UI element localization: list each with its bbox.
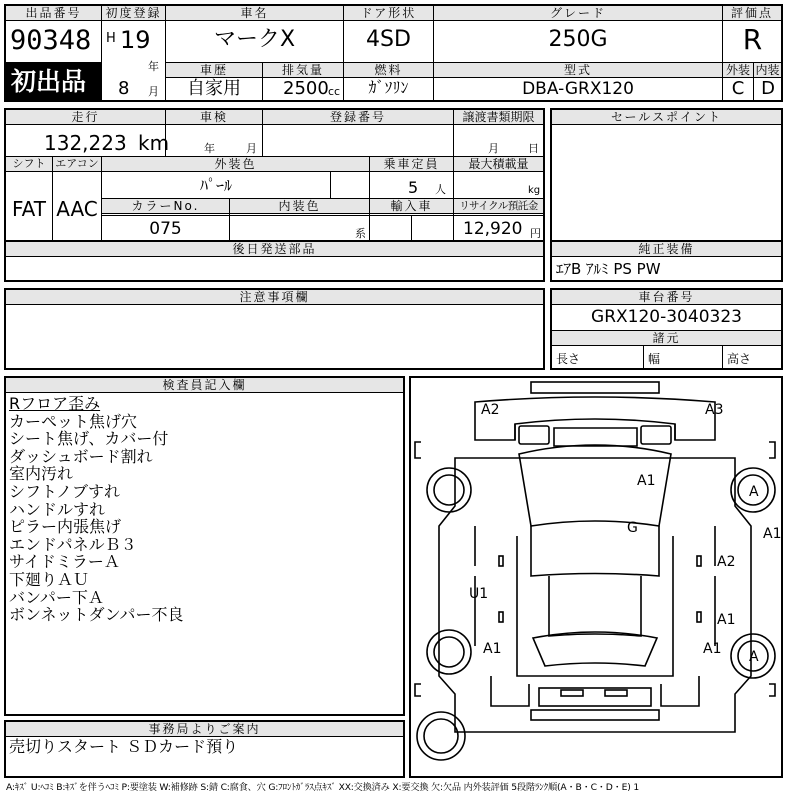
damage-mark: A <box>749 649 759 665</box>
km-unit: km <box>138 131 170 155</box>
fuel-label: 燃料 <box>344 63 433 78</box>
first-reg-era: H <box>106 31 116 46</box>
exterior-color-label: 外装色 <box>102 157 369 172</box>
chassis-number: GRX120-3040323 <box>591 307 742 327</box>
transfer-month-unit: 月 <box>488 142 499 155</box>
overall-score: R <box>742 23 763 56</box>
first-registration-label: 初度登録 <box>102 6 165 21</box>
score-label: 評価点 <box>723 6 781 21</box>
cc-unit: cc <box>328 85 341 98</box>
note-line: シフトノブすれ <box>9 481 121 501</box>
displacement: 2500 <box>283 78 329 99</box>
lot-number-label: 出品番号 <box>6 6 101 21</box>
note-line: Rフロア歪み <box>9 394 101 413</box>
later-parts-label: 後日発送部品 <box>6 242 543 257</box>
fuel: ｶﾞｿﾘﾝ <box>368 78 409 97</box>
model-label: 型式 <box>434 63 722 78</box>
exterior-color: ﾊﾟｰﾙ <box>199 176 232 195</box>
first-listing-badge-text: 初出品 <box>11 67 87 96</box>
interior-color-label: 内装色 <box>230 199 369 214</box>
history: 自家用 <box>187 78 241 99</box>
shift: FAT <box>11 197 46 221</box>
month-unit: 月 <box>148 85 159 98</box>
transfer-day-unit: 日 <box>528 142 539 155</box>
equipment: ｴｱB ｱﾙﾐ PS PW <box>556 260 661 278</box>
note-line: エンドパネルＢ３ <box>9 534 137 554</box>
width-label: 幅 <box>648 352 661 366</box>
note-line: カーペット焦げ穴 <box>9 411 138 431</box>
chassis-label: 車台番号 <box>552 290 781 305</box>
mileage-label: 走行 <box>6 110 165 125</box>
import-label: 輸入車 <box>370 199 453 214</box>
note-line: 下廻りＡＵ <box>9 569 90 589</box>
note-line: ダッシュボード割れ <box>9 446 153 466</box>
kg-unit: kg <box>528 185 541 196</box>
damage-mark: A <box>749 484 759 500</box>
dimensions-label: 諸元 <box>552 331 781 346</box>
displacement-label: 排気量 <box>263 63 343 78</box>
inspector-notes-label: 検査員記入欄 <box>6 378 403 393</box>
height-label: 高さ <box>727 352 752 366</box>
history-label: 車歴 <box>166 63 262 78</box>
color-number: 075 <box>149 219 182 239</box>
damage-mark: A2 <box>717 554 736 570</box>
damage-mark: A2 <box>481 402 500 418</box>
note-line: シート焦げ、カバー付 <box>9 429 169 449</box>
interior-grade: D <box>761 78 775 99</box>
model: DBA-GRX120 <box>522 79 634 99</box>
ext-label: 外装 <box>723 63 753 78</box>
damage-mark: A1 <box>483 641 502 657</box>
mileage: 132,223 <box>44 131 127 155</box>
shift-label: シフト <box>6 157 52 172</box>
equipment-label: 純正装備 <box>552 242 781 257</box>
grade: 250G <box>548 27 608 52</box>
inspector-notes <box>9 395 184 624</box>
damage-mark: A1 <box>703 641 722 657</box>
recycle-fee: 12,920 <box>463 219 523 239</box>
lot-number: 90348 <box>10 25 92 56</box>
capacity: 5 <box>408 178 419 197</box>
capacity-label: 乗車定員 <box>370 157 453 172</box>
sales-point-label: セールスポイント <box>552 110 781 125</box>
yen-unit: 円 <box>530 227 541 240</box>
note-line: ボンネットダンパー不良 <box>9 605 184 625</box>
exterior-grade: C <box>731 78 745 99</box>
inspection-month-unit: 月 <box>246 142 257 155</box>
interior-color-unit: 系 <box>355 227 366 240</box>
max-load-label: 最大積載量 <box>454 157 543 172</box>
damage-mark: A1 <box>637 473 656 489</box>
air-conditioner: AAC <box>56 197 98 221</box>
car-name: マークX <box>213 27 296 52</box>
recycle-label: リサイクル預託金 <box>454 199 543 214</box>
damage-mark: A1 <box>763 526 782 542</box>
first-reg-year: 19 <box>120 26 151 54</box>
damage-mark: A3 <box>705 402 724 418</box>
inspection-year-unit: 年 <box>204 142 215 155</box>
inspection-label: 車検 <box>166 110 262 125</box>
transfer-deadline-label: 譲渡書類期限 <box>454 110 543 125</box>
note-line: 室内汚れ <box>9 464 74 484</box>
door-label: ドア形状 <box>344 6 433 21</box>
year-unit: 年 <box>148 60 159 73</box>
damage-mark: G <box>627 520 638 536</box>
ac-label: エアコン <box>53 157 101 172</box>
car-diagram <box>409 376 783 778</box>
damage-mark: U1 <box>469 586 489 602</box>
office-notes-label: 事務局よりご案内 <box>6 722 403 737</box>
note-line: ピラー内張焦げ <box>9 517 122 537</box>
door-type: 4SD <box>366 27 411 52</box>
damage-legend: A:ｷｽﾞ U:ﾍｺﾐ B:ｷｽﾞを伴うﾍｺﾐ P:要塗装 W:補修跡 S:錆 C:腐食、穴 G:ﾌﾛﾝﾄｶﾞﾗｽ点ｷｽﾞ XX:交換済み X:要交換 欠:欠品 内外装評価 5段階ﾗﾝｸ順(A・B・C・D・E) 1 <box>6 782 640 793</box>
note-line: サイドミラーＡ <box>9 552 120 572</box>
registration-number-label: 登録番号 <box>263 110 453 125</box>
person-unit: 人 <box>435 183 446 196</box>
first-reg-month: 8 <box>118 78 130 99</box>
damage-mark: A1 <box>717 612 736 628</box>
grade-label: グレード <box>434 6 722 21</box>
sales-point-box <box>550 108 783 242</box>
length-label: 長さ <box>556 352 581 366</box>
int-label: 内装 <box>755 63 780 77</box>
caution-label: 注意事項欄 <box>6 290 543 305</box>
note-line: ハンドルすれ <box>9 499 106 519</box>
office-note: 売切りスタート ＳＤカード預り <box>9 737 239 756</box>
note-line: バンパー下Ａ <box>9 587 104 607</box>
car-name-label: 車名 <box>166 6 343 21</box>
color-number-label: カラーNo. <box>102 199 229 214</box>
